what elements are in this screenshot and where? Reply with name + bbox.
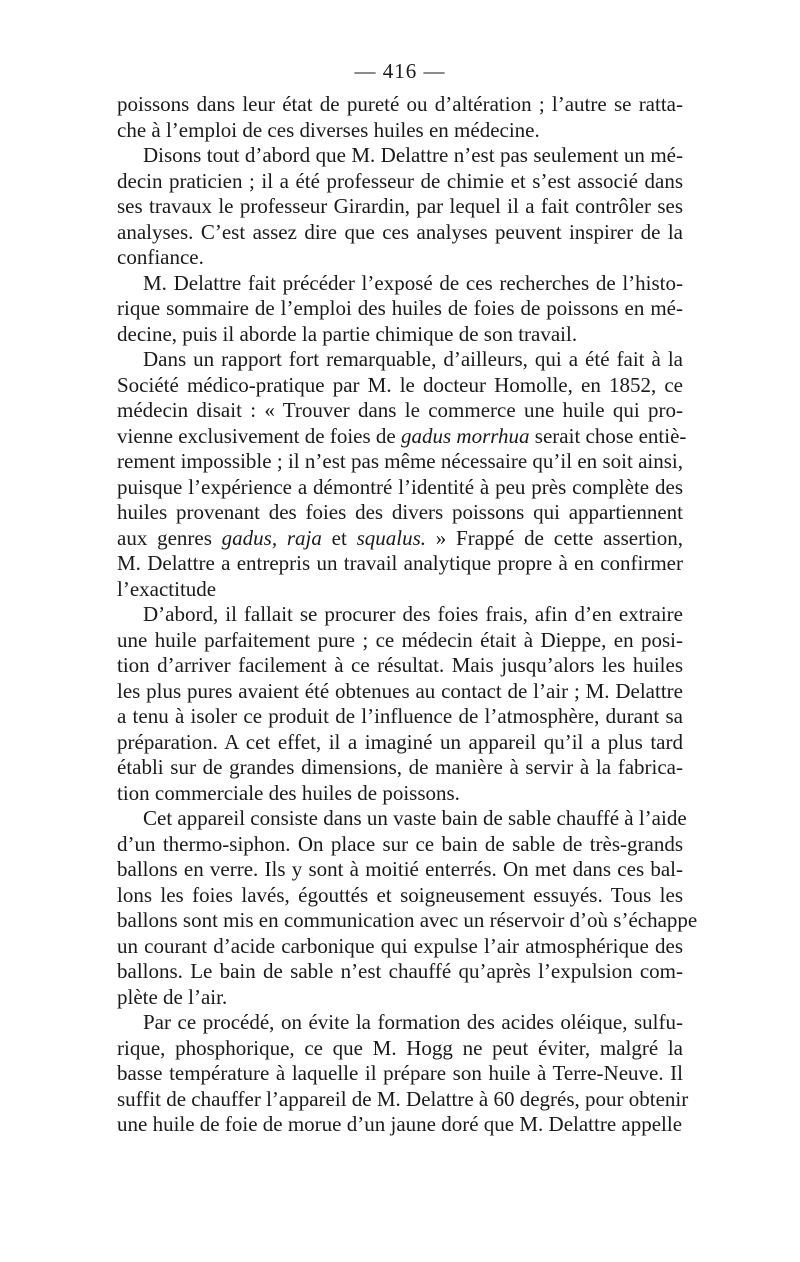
text-line: decine, puis il aborde la partie chimique de son travail. (117, 321, 578, 346)
text-line: Disons tout d’abord que M. Delattre n’est pas seulement un mé- (143, 143, 683, 167)
text-line: tion d’arriver facilement à ce résultat. Mais jusqu’alors les huiles (117, 653, 683, 677)
text-line: un courant d’acide carbonique qui expulse l’air atmosphérique des (117, 933, 683, 958)
text-line: D’abord, il fallait se procurer des foies frais, afin d’en extraire (143, 602, 683, 626)
paragraph (117, 806, 698, 1010)
text-line: ballons. Le bain de sable n’est chauffé qu’après l’expulsion com- (117, 959, 683, 983)
text-line: M. Delattre fait précéder l’exposé de ces recherches de l’histo- (143, 270, 683, 295)
text-line: rement impossible ; il n’est pas même nécessaire qu’il en soit ainsi, (117, 449, 683, 473)
text-line: ses travaux le professeur Girardin, par lequel il a fait contrôler ses (117, 194, 683, 218)
text-line: aux genres gadus, raja et squalus. » Frappé de cette assertion, (117, 525, 683, 550)
text-line: a tenu à isoler ce produit de l’influence de l’atmosphère, durant sa (117, 704, 683, 728)
text-line: Société médico-pratique par M. le docteur Homolle, en 1852, ce (117, 372, 683, 397)
text-line: les plus pures avaient été obtenues au contact de l’air ; M. Delattre (117, 678, 683, 703)
text-line: établi sur de grandes dimensions, de manière à servir à la fabrica- (117, 755, 683, 779)
text-line: M. Delattre a entrepris un travail analytique propre à en confirmer (117, 551, 683, 575)
text-line: confiance. (117, 245, 204, 269)
paragraph (117, 143, 683, 271)
text-line: lons les foies lavés, égouttés et soigneusement essuyés. Tous les (117, 882, 683, 907)
body-text (117, 92, 698, 1138)
text-line: basse température à laquelle il prépare son huile à Terre-Neuve. Il (117, 1061, 683, 1085)
paragraph (117, 347, 687, 602)
text-line: analyses. C’est assez dire que ces analyses peuvent inspirer de la (117, 219, 683, 244)
text-line: ballons sont mis en communication avec un réservoir d’où s’échappe (117, 908, 698, 932)
paragraph (117, 602, 683, 806)
text-line: Dans un rapport fort remarquable, d’ailleurs, qui a été fait à la (143, 347, 683, 371)
text-line: l’exactitude (117, 576, 217, 601)
text-line: plète de l’air. (117, 984, 228, 1009)
text-line: Cet appareil consiste dans un vaste bain de sable chauffé à l’aide (143, 806, 687, 830)
paragraph (117, 1010, 689, 1138)
text-line: Par ce procédé, on évite la formation des acides oléique, sulfu- (143, 1010, 683, 1034)
text-line: préparation. A cet effet, il a imaginé un appareil qu’il a plus tard (117, 729, 683, 754)
text-line: suffit de chauffer l’appareil de M. Delattre à 60 degrés, pour obtenir (117, 1086, 689, 1111)
paragraph (117, 92, 683, 143)
text-line: médecin disait : « Trouver dans le commerce une huile qui pro- (117, 398, 683, 422)
text-line: puisque l’expérience a démontré l’identité à peu près complète des (117, 474, 683, 499)
page-number: — 416 — (354, 59, 446, 83)
text-line: d’un thermo-siphon. On place sur ce bain de sable de très-grands (117, 831, 683, 856)
text-line: che à l’emploi de ces diverses huiles en médecine. (117, 117, 540, 142)
text-line: poissons dans leur état de pureté ou d’altération ; l’autre se ratta- (117, 92, 683, 116)
book-page (117, 56, 698, 1138)
paragraph (117, 271, 683, 348)
text-line: rique sommaire de l’emploi des huiles de foies de poissons en mé- (117, 296, 683, 320)
text-line: ballons en verre. Ils y sont à moitié enterrés. On met dans ces bal- (117, 857, 683, 881)
text-line: une huile de foie de morue d’un jaune doré que M. Delattre appelle (117, 1112, 683, 1136)
text-line: tion commerciale des huiles de poissons. (117, 780, 460, 805)
text-line: rique, phosphorique, ce que M. Hogg ne peut éviter, malgré la (117, 1035, 683, 1060)
text-line: une huile parfaitement pure ; ce médecin était à Dieppe, en posi- (117, 627, 683, 652)
text-line: huiles provenant des foies des divers poissons qui appartiennent (117, 500, 683, 524)
text-line: decin praticien ; il a été professeur de chimie et s’est associé dans (117, 168, 683, 193)
text-line: vienne exclusivement de foies de gadus morrhua serait chose entiè- (117, 423, 687, 448)
